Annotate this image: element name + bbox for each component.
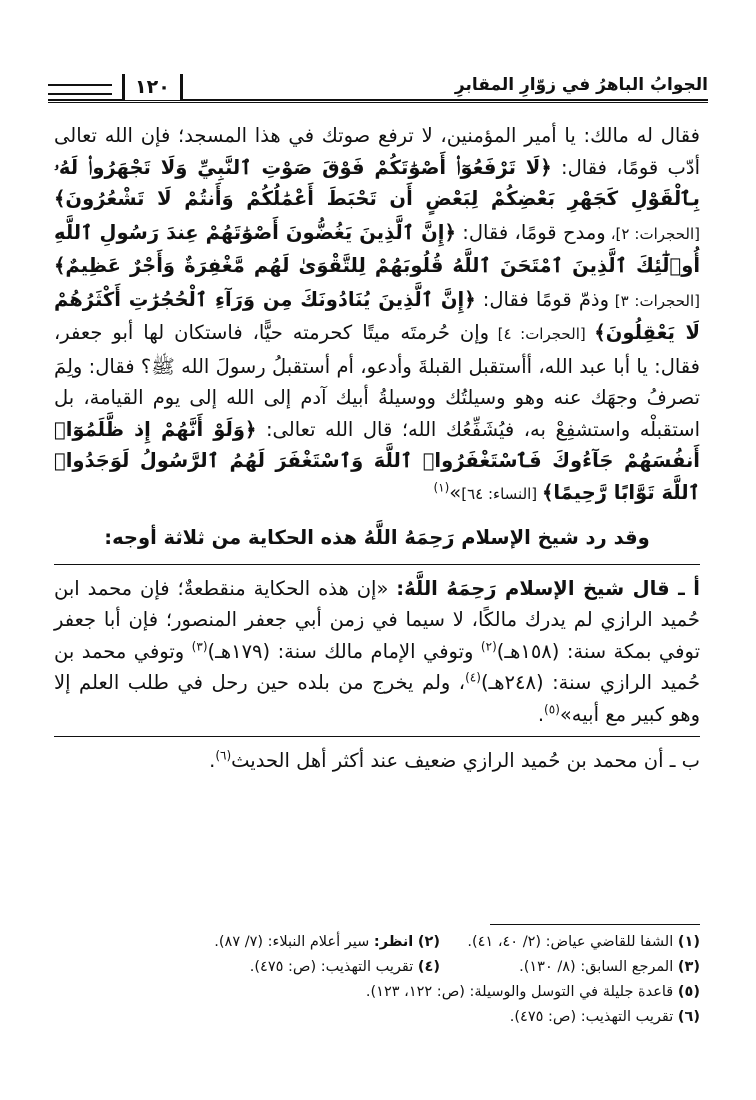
footnote-text: المرجع السابق: (٨/ ١٣٠).	[519, 959, 674, 975]
footnotes-rule	[490, 924, 700, 925]
footnote-number: (٤)	[417, 959, 440, 975]
running-title: الجوابُ الباهرُ في زوّارِ المقابرِ	[447, 72, 708, 98]
paragraph-point-b	[54, 745, 700, 777]
footnote-4	[250, 955, 440, 980]
text-span: ومدح قومًا، فقال:	[455, 220, 606, 244]
footnotes	[54, 930, 700, 1030]
footnote-number: (٥)	[677, 984, 700, 1000]
footnote-text: سير أعلام النبلاء: (٧/ ٨٧).	[214, 934, 374, 950]
quran-verse: ﴿لَا تَرْفَعُوٓا۟ أَصْوَٰتَكُمْ فَوْقَ صَوْتِ ٱلنَّبِيِّ وَلَا تَجْهَرُوا۟ لَهُۥ بِٱلْقَوْلِ كَجَهْرِ بَعْضِكُمْ لِبَعْضٍ أَن تَحْبَطَ أَعْمَٰلُكُمْ وَأَنتُمْ لَا تَشْعُرُونَ﴾	[54, 155, 700, 210]
text-span: وتوفي الإمام مالك سنة: (١٧٩هـ)	[207, 639, 481, 663]
footnote-marker: (٥)	[544, 702, 560, 716]
page-number: ١٢٠	[122, 74, 183, 100]
quran-verse: ﴿وَلَوْ أَنَّهُمْ إِذ ظَّلَمُوٓا۟ أَنفُسَهُمْ جَآءُوكَ فَٱسْتَغْفَرُوا۟ ٱللَّهَ وَٱسْتَغْفَرَ لَهُمُ ٱلرَّسُولُ لَوَجَدُوا۟ ٱللَّهَ تَوَّابًا رَّحِيمًا﴾	[54, 417, 700, 504]
footnote-marker: (٣)	[191, 639, 208, 653]
text-span: وتوفي محمد بن حُميد الرازي سنة: (٢٤٨هـ)	[54, 639, 700, 694]
footnote-row	[54, 955, 700, 980]
footnote-row	[54, 980, 700, 1005]
footnote-6	[510, 1005, 700, 1030]
section-divider	[54, 564, 700, 565]
footnote-number: (٣)	[677, 959, 700, 975]
section-heading: وقد رد شيخ الإسلام رَحِمَهُ اللَّهُ هذه الحكاية من ثلاثة أوجه:	[104, 526, 650, 549]
quote-close: »	[449, 480, 462, 504]
text-span: فقال له مالك: يا أمير المؤمنين، لا ترفع صوتك في هذا المسجد؛ فإن الله تعالى أدّب قومًا، فقال:	[54, 124, 701, 179]
footnote-text: تقريب التهذيب: (ص: ٤٧٥).	[509, 1009, 674, 1025]
footnote-marker: (٤)	[465, 670, 481, 685]
main-text	[54, 120, 700, 777]
footnote-text: تقريب التهذيب: (ص: ٤٧٥).	[249, 959, 414, 975]
paragraph-story	[54, 120, 700, 510]
footnote-1	[440, 930, 700, 955]
footnote-row	[54, 930, 700, 955]
footnote-marker: (٢)	[480, 639, 497, 653]
footnote-2	[214, 930, 440, 955]
page-number-dash	[48, 84, 112, 95]
verse-reference: [الحجرات: ٤]	[489, 325, 595, 343]
text-span: .	[537, 702, 545, 726]
footnote-text: الشفا للقاضي عياض: (٢/ ٤٠، ٤١).	[467, 934, 674, 950]
footnote-number: (١)	[677, 934, 700, 950]
verse-reference: [الحجرات: ٢]،	[605, 224, 700, 243]
text-span: .	[209, 749, 216, 772]
text-span: وإن حُرمتَه ميتًا كحرمته حيًّا، فاستكان لها أبو جعفر، فقال: يا أبا عبد الله، أأستقبل القبلةَ وأدعو، أم أستقبلُ رسولَ الله ﷺ؟ فقال: ولِمَ تصرفُ وجهَك عنه وهو وسيلتُك ووسيلةُ أبيك آدم إلى الله إلى يوم القيامة، بل استقبلْه واستشفِعْ به، فيُشَفِّعُك الله؛ قال الله تعالى:	[54, 321, 700, 441]
text-span: ، ولم يخرج من بلده حين رحل في طلب العلم إلا وهو كبير مع أبيه»	[54, 671, 700, 726]
paragraph-point-a	[54, 573, 700, 731]
text-span: وذمّ قومًا فقال:	[475, 287, 609, 311]
footnote-5	[366, 980, 700, 1005]
quran-verse: ﴿إِنَّ ٱلَّذِينَ يَغُضُّونَ أَصْوَٰتَهُمْ عِندَ رَسُولِ ٱللَّهِ أُو۟لَٰٓئِكَ ٱلَّذِينَ ٱمْتَحَنَ ٱللَّهُ قُلُوبَهُمْ لِلتَّقْوَىٰ لَهُم مَّغْفِرَةٌ وَأَجْرٌ عَظِيمٌ﴾	[54, 220, 700, 277]
footnote-3	[440, 955, 700, 980]
footnote-marker: (٦)	[215, 748, 232, 763]
quran-verse: ﴿إِنَّ ٱلَّذِينَ يُنَادُونَكَ مِن وَرَآءِ ٱلْحُجُرَٰتِ أَكْثَرُهُمْ لَا يَعْقِلُونَ﴾	[54, 287, 700, 344]
verse-reference: [الحجرات: ٣]	[609, 291, 700, 310]
point-a-lead: أ ـ قال شيخ الإسلام رَحِمَهُ اللَّهُ:	[396, 576, 700, 600]
section-divider	[54, 736, 700, 737]
text-span: «إن هذه الحكاية منقطعةٌ؛ فإن محمد ابن حُميد الرازي لم يدرك مالكًا، لا سيما في زمن أبي جعفر المنصور؛ فإن أبا جعفر توفي بمكة سنة: (١٥٨هـ)	[54, 576, 700, 663]
verse-reference: [النساء: ٦٤]	[461, 484, 542, 503]
running-header	[48, 72, 708, 106]
footnote-number: (٦)	[677, 1009, 700, 1025]
footnote-row	[54, 1005, 700, 1030]
footnote-bold: انظر:	[373, 934, 414, 950]
footnote-marker: (١)	[433, 480, 450, 494]
header-rule-thin	[48, 102, 708, 103]
text-span: ب ـ أن محمد بن حُميد الرازي ضعيف عند أكثر أهل الحديث	[231, 749, 700, 772]
footnote-text: قاعدة جليلة في التوسل والوسيلة: (ص: ١٢٢، ١٢٣).	[365, 984, 674, 1000]
footnote-number: (٢)	[417, 934, 440, 950]
